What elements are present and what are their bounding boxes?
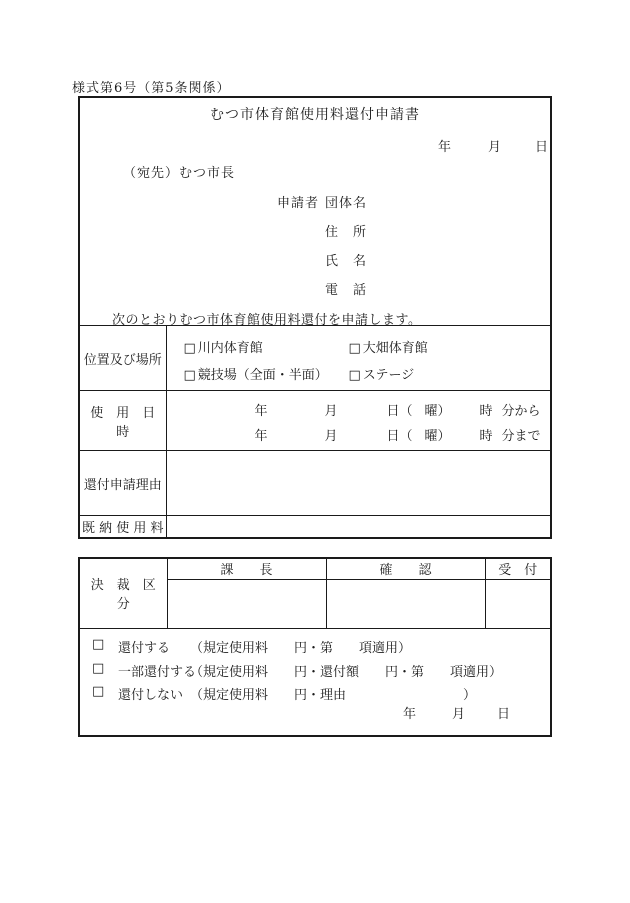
application-date-line (80, 136, 550, 153)
to-month-label: 月 (324, 429, 338, 445)
applicant-field-name: 氏 名 (325, 254, 368, 269)
usage-to-line (167, 425, 551, 445)
applicant-field-phone: 電 話 (325, 283, 368, 298)
checkbox-icon[interactable]: □ (348, 341, 361, 356)
day-label: 日 (535, 140, 549, 155)
checkbox-icon[interactable]: □ (183, 341, 196, 356)
refund-reason-label: 還付申請理由 (80, 451, 166, 516)
location-option-stage[interactable] (349, 364, 415, 383)
location-option-kawauchi[interactable] (184, 337, 263, 356)
from-hour-label: 時 (479, 404, 493, 420)
decision-option-partial-refund[interactable] (80, 661, 550, 678)
usage-datetime-label: 使 用 日 時 (80, 391, 166, 451)
applicant-label: 申請者 (277, 196, 320, 211)
statement-label: 次のとおりむつ市体育館使用料還付を申請します。 (112, 313, 422, 328)
paid-fee-input[interactable] (166, 516, 550, 537)
from-minute-label: 分から (501, 404, 541, 420)
decision-option-no-refund[interactable] (80, 684, 550, 701)
applicant-field-address: 住 所 (325, 225, 368, 240)
year-label: 年 (438, 140, 452, 155)
decision-option-detail: （規定使用料 円・理由 ） (190, 688, 477, 703)
decision-section (80, 628, 550, 735)
from-year-label: 年 (254, 404, 268, 420)
applicant-line-name (80, 250, 550, 267)
from-month-label: 月 (324, 404, 338, 420)
location-option-label: 大畑体育館 (362, 341, 428, 356)
decision-option-label: 一部還付する (118, 665, 197, 680)
to-minute-label: 分まで (501, 429, 541, 445)
usage-from-line (167, 400, 551, 420)
month-label: 月 (452, 707, 466, 722)
checkbox-icon[interactable]: □ (92, 684, 105, 699)
location-row-label: 位置及び場所 (80, 326, 166, 391)
location-option-ohata[interactable] (349, 337, 428, 356)
location-option-label: 川内体育館 (197, 341, 263, 356)
paid-fee-label: 既 納 使 用 料 (80, 516, 166, 537)
form-header-section (80, 98, 550, 537)
decision-option-label: 還付する (118, 641, 171, 656)
decision-option-label: 還付しない (118, 688, 184, 703)
applicant-line-address (80, 221, 550, 238)
location-option-label: 競技場（全面・半面） (197, 368, 328, 383)
form-title: むつ市体育館使用料還付申請書 (210, 107, 420, 123)
approval-col-section-chief: 課 長 (167, 559, 326, 579)
applicant-line-group-name (80, 192, 550, 209)
application-detail-table (80, 325, 550, 537)
usage-datetime-cell[interactable] (167, 391, 551, 450)
year-label: 年 (403, 707, 417, 722)
decision-date-line (80, 703, 550, 720)
refund-reason-input[interactable] (166, 451, 550, 516)
decision-option-detail: （規定使用料 円・還付額 円・第 項適用） (190, 665, 503, 680)
decision-option-refund[interactable] (80, 637, 550, 654)
approval-cell-section-chief[interactable] (167, 579, 326, 628)
approval-table (80, 559, 550, 629)
form-number-label: 様式第6号（第5条関係） (72, 81, 231, 96)
from-day-label: 日（ (386, 404, 413, 420)
approval-col-confirm: 確 認 (326, 559, 485, 579)
to-hour-label: 時 (479, 429, 493, 445)
approval-row-label: 決 裁 区 分 (80, 559, 167, 628)
checkbox-icon[interactable]: □ (92, 661, 105, 676)
approval-cell-reception[interactable] (485, 579, 550, 628)
location-option-stadium[interactable] (184, 364, 328, 383)
month-label: 月 (488, 140, 502, 155)
to-weekday-label: 曜） (424, 429, 451, 445)
approval-box (78, 557, 552, 737)
applicant-line-phone (80, 279, 550, 296)
application-form-box (78, 96, 552, 539)
location-options-cell (167, 326, 551, 390)
to-day-label: 日（ (386, 429, 413, 445)
to-year-label: 年 (254, 429, 268, 445)
location-option-label: ステージ (362, 368, 415, 383)
addressee-label: （宛先）むつ市長 (123, 166, 236, 181)
applicant-field-group-name: 団体名 (325, 196, 368, 211)
checkbox-icon[interactable]: □ (183, 368, 196, 383)
approval-col-reception: 受 付 (485, 559, 550, 579)
decision-option-detail: （規定使用料 円・第 項適用） (190, 641, 412, 656)
day-label: 日 (497, 707, 511, 722)
from-weekday-label: 曜） (424, 404, 451, 420)
approval-cell-confirm[interactable] (326, 579, 485, 628)
checkbox-icon[interactable]: □ (348, 368, 361, 383)
checkbox-icon[interactable]: □ (92, 637, 105, 652)
